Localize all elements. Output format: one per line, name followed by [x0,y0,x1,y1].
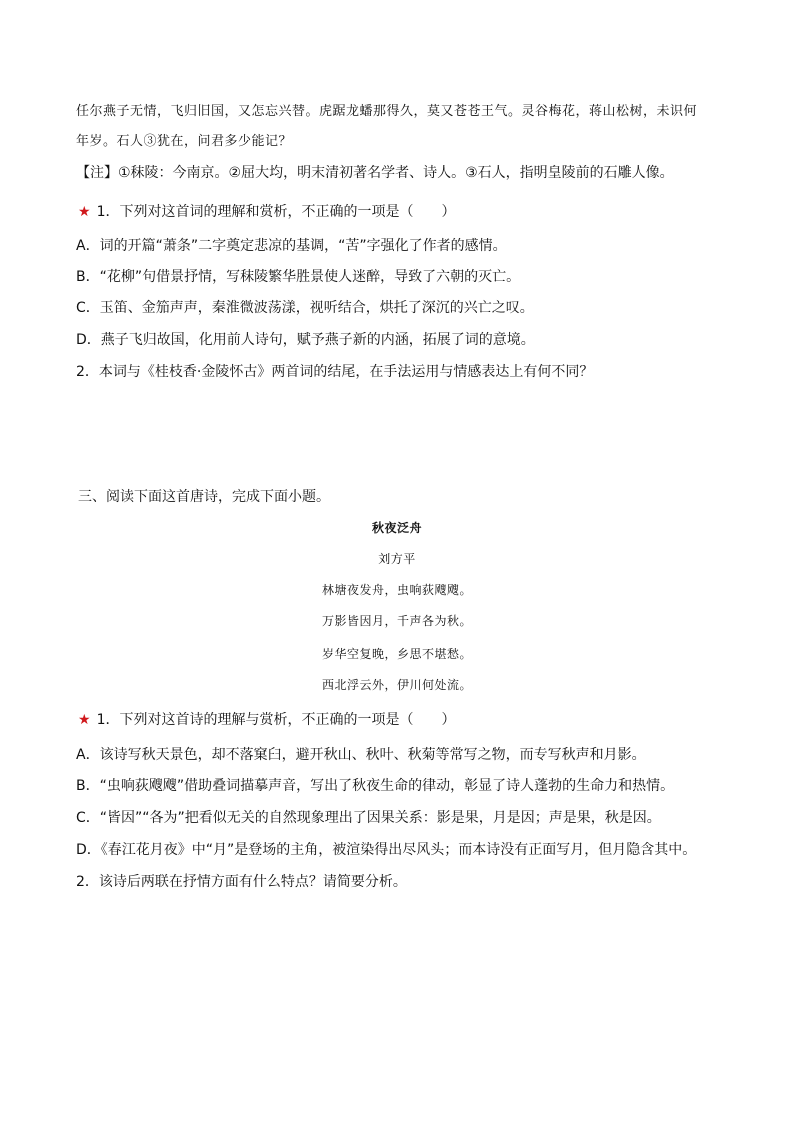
option-d: D．燕子飞归故国，化用前人诗句，赋予燕子新的内涵，拓展了词的意境。 [76,332,535,348]
question-1 [78,710,455,730]
question-1-text: 1．下列对这首诗的理解与赏析，不正确的一项是（ ） [96,712,456,728]
option-b: B．“虫响荻飕飕”借助叠词描摹声音，写出了秋夜生命的律动，彰显了诗人蓬勃的生命力和热情。 [76,778,675,794]
option-a: A．词的开篇“萧条”二字奠定悲凉的基调，“苦”字强化了作者的感情。 [76,238,507,254]
option-b: B．“花柳”句借景抒情，写秣陵繁华胜景使人迷醉，导致了六朝的灭亡。 [76,269,521,285]
option-c: C．“皆因”“各为”把看似无关的自然现象理出了因果关系：影是果，月是因；声是果，秋是因。 [76,810,661,826]
poem-text-line-2: 年岁。石人③犹在，问君多少能记？ [76,134,293,149]
section-heading: 三、阅读下面这首唐诗，完成下面小题。 [78,489,330,505]
poem-title: 秋夜泛舟 [371,521,422,535]
poem-line: 林塘夜发舟，虫响荻飕飕。 [321,583,472,597]
poem-line: 岁华空复晚，乡思不堪愁。 [321,647,472,661]
poem-author: 刘方平 [378,552,416,566]
poem-line: 万影皆因月，千声各为秋。 [321,614,472,628]
poem-text-line-1: 任尔燕子无情，飞归旧国，又怎忘兴替。虎踞龙蟠那得久，莫又苍苍王气。灵谷梅花，蒋山松树，未识何 [76,104,698,119]
option-a: A．该诗写秋天景色，却不落窠臼，避开秋山、秋叶、秋菊等常写之物，而专写秋声和月影。 [76,747,646,763]
question-1 [78,202,455,222]
question-2: 2．该诗后两联在抒情方面有什么特点？请简要分析。 [76,874,407,890]
option-d: D．《春江花月夜》中“月”是登场的主角，被渲染得出尽风头；而本诗没有正面写月，但月隐含其中。 [76,842,697,858]
question-2: 2．本词与《桂枝香·金陵怀古》两首词的结尾，在手法运用与情感表达上有何不同？ [76,364,594,380]
star-icon: ★ [78,712,91,728]
poem-line: 西北浮云外，伊川何处流。 [321,678,472,692]
star-icon: ★ [78,204,91,220]
question-1-text: 1．下列对这首词的理解和赏析，不正确的一项是（ ） [96,204,456,220]
poem-note: 【注】①秣陵：今南京。②屈大均，明末清初著名学者、诗人。③石人，指明皇陵前的石雕人像。 [76,165,674,181]
option-c: C．玉笛、金笳声声，秦淮微波荡漾，视听结合，烘托了深沉的兴亡之叹。 [76,300,534,316]
